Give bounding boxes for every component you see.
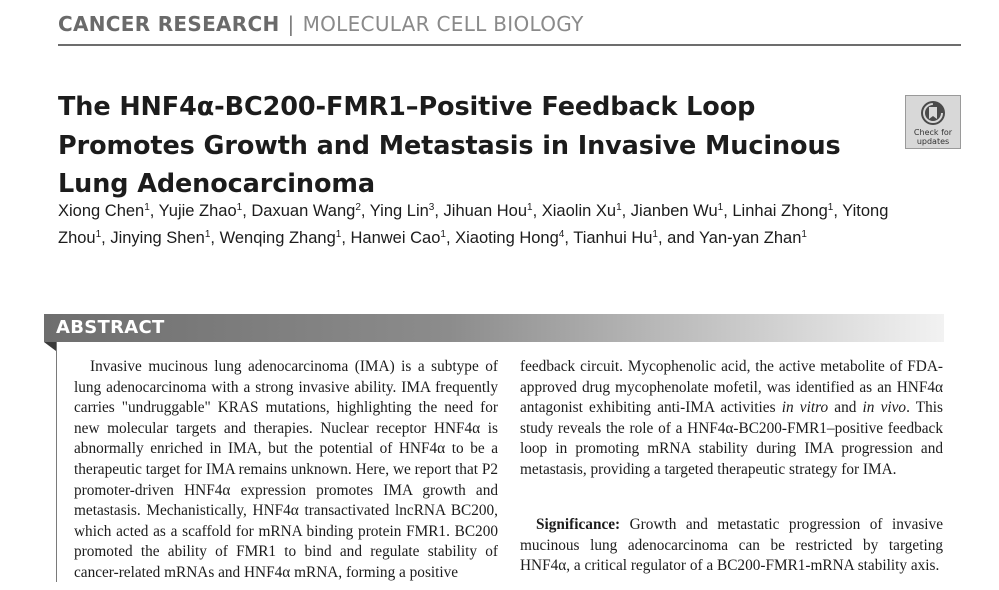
author-entry [58,202,150,220]
header-separator: | [287,12,295,36]
author-affiliation: 1 [652,228,658,240]
author-entry [573,229,658,247]
check-for-updates-label: Check for updates [913,128,953,146]
author-name: Xiong Chen [58,202,145,220]
author-entry [370,202,435,220]
author-name: Yan-yan Zhan [698,228,802,247]
author-affiliation: 1 [335,228,342,240]
author-entry [220,229,342,247]
abstract-heading: ABSTRACT [56,317,165,338]
abstract-header-bar [44,314,944,342]
author-affiliation: 1 [801,228,807,240]
author-name: Ying Lin [369,202,429,220]
author-affiliation: 1 [236,202,243,213]
author-affiliation: 3 [428,202,435,213]
significance-label: Significance: [536,516,621,533]
journal-section: MOLECULAR CELL BIOLOGY [302,12,584,36]
abstract-right-text-2: and [828,399,863,417]
significance-paragraph [520,515,943,577]
author-affiliation: 2 [355,202,361,213]
abstract-right-italic-2: in vivo [862,399,907,417]
author-entry [251,202,361,220]
author-name: Tianhui Hu [573,228,653,247]
author-conjunction: and [667,228,695,247]
author-name: Yitong Zhou [58,202,889,247]
author-entry [444,202,533,220]
abstract-right-column [520,357,943,481]
journal-header [58,12,961,46]
author-entry [159,202,243,220]
abstract-right-text-1: feedback circuit. Mycophenolic acid, the active metabolite of FDA-approved drug mycophenolate mofetil, was identified as an HNF4α antagonist exhibiting anti-IMA activities [520,358,943,417]
author-affiliation: 1 [717,202,724,213]
author-name: Hanwei Cao [350,228,441,247]
article-title: The HNF4α-BC200-FMR1–Positive Feedback Loop Promotes Growth and Metastasis in Invasive Mucinous Lung Adenocarcinoma [58,92,841,199]
author-name: Jianben Wu [630,202,718,220]
author-name: Wenqing Zhang [219,228,336,247]
author-name: Yujie Zhao [158,202,237,220]
author-entry [699,229,807,247]
journal-name: CANCER RESEARCH [58,12,280,36]
author-entry [732,202,833,220]
author-name: Linhai Zhong [732,202,828,220]
author-affiliation: 1 [204,228,211,240]
author-entry [455,229,564,247]
author-affiliation: 1 [95,228,102,240]
author-entry [631,202,723,220]
significance-text: Growth and metastatic progression of invasive mucinous lung adenocarcinoma can be restricted by targeting HNF4α, a critical regulator of a BC200-FMR1-mRNA stability axis. [520,516,943,575]
abstract-left-column: Invasive mucinous lung adenocarcinoma (IMA) is a subtype of lung adenocarcinoma with a strong invasive ability. IMA frequently carries "undruggable" KRAS mutations, highlighting the need for new molecular targets and therapies. Nuclear receptor HNF4α is abnormally enriched in IMA, but the potential of HNF4α to be a therapeutic target for IMA remains unknown. Here, we report that P2 promoter-driven HNF4α expression promotes IMA growth and metastasis. Mechanistically, HNF4α transactivated lncRNA BC200, which acted as a scaffold for mRNA binding protein FMR1. BC200 promoted the ability of FMR1 to bind and regulate stability of cancer-related mRNAs and HNF4α mRNA, forming a positive [74,358,498,581]
author-entry [110,229,210,247]
author-entry [351,229,446,247]
bookmark-refresh-icon [920,100,946,126]
abstract-corner-tab [44,342,56,351]
abstract-left-rule [56,342,57,582]
check-for-updates-badge[interactable] [905,95,961,149]
author-name: Daxuan Wang [251,202,356,220]
author-name: Xiaolin Xu [541,202,617,220]
author-affiliation: 1 [527,202,533,213]
author-affiliation: 4 [558,228,565,240]
abstract-right-text-3: . This study reveals the role of a HNF4α-BC200-FMR1–positive feedback loop in promoting mRNA stability during IMA progression and metastasis, providing a targeted therapeutic strategy for IMA. [520,399,943,478]
author-name: Jinying Shen [110,228,205,247]
author-entry [542,202,622,220]
author-name: Xiaoting Hong [455,228,559,247]
author-affiliation: 1 [616,202,622,213]
author-name: Jihuan Hou [443,202,528,220]
author-affiliation: 1 [440,228,446,240]
author-affiliation: 1 [144,202,150,213]
abstract-right-italic-1: in vitro [781,399,829,417]
author-affiliation: 1 [827,202,834,213]
author-list: Xiong Chen$^1$, Yujie Zhao$^1$, Daxuan Wang$^2$, Ying Lin$^3$, Jihuan Hou$^1$, Xiaolin Xu$^1$, Jianben Wu$^1$, Linhai Zhong$^1$, Yitong Zhou$^1$, Jinying Shen$^1$, Wenqing Zhang$^1$, Hanwei Cao$^1$, Xiaoting Hong$^4$, Tianhui Hu$^1$, and Yan-yan Zhan$^1$ [58,202,889,247]
